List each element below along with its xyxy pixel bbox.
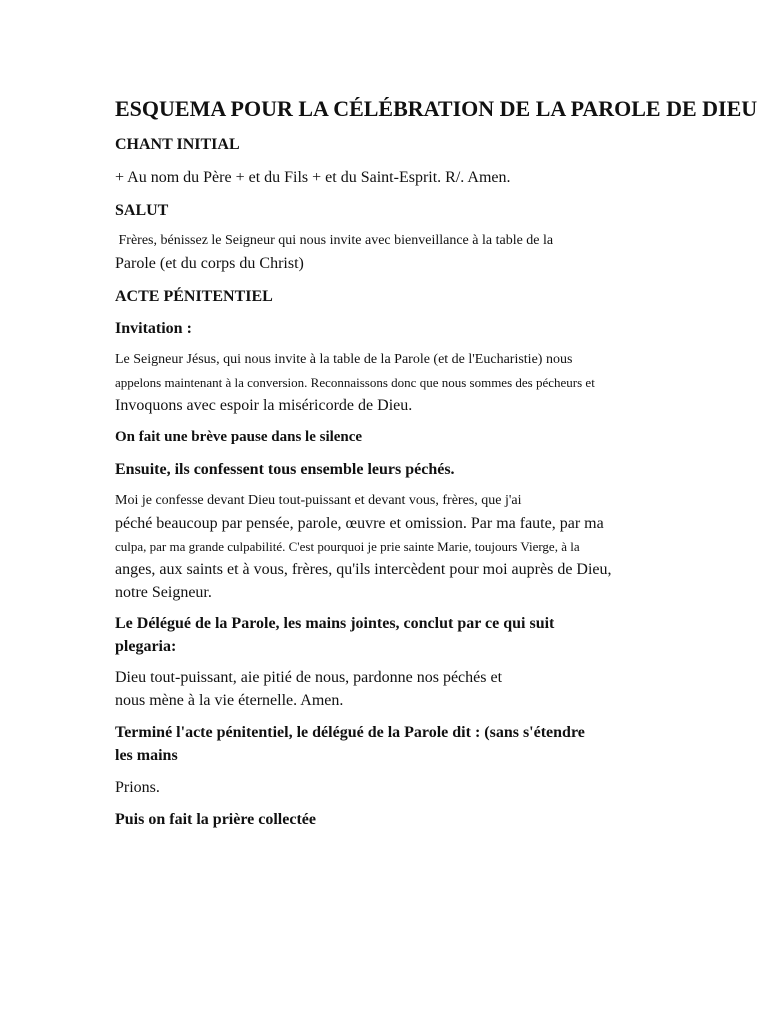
- invitation-line-1: Le Seigneur Jésus, qui nous invite à la table de la Parole (et de l'Eucharistie) nous: [115, 352, 573, 367]
- pause-heading: On fait une brève pause dans le silence: [115, 429, 363, 445]
- termine-text: Prions.: [115, 779, 160, 796]
- salut-line-2: Parole (et du corps du Christ): [115, 255, 304, 272]
- invitation-line-2: appelons maintenant à la conversion. Reconnaissons donc que nous sommes des pécheurs et: [115, 375, 595, 390]
- invitation-heading: Invitation :: [115, 320, 192, 337]
- chant-initial-text: + Au nom du Père + et du Fils + et du Saint-Esprit. R/. Amen.: [115, 169, 511, 186]
- termine-heading: Terminé l'acte pénitentiel, le délégué de la Parole dit : (sans s'étendre les mains: [115, 724, 585, 764]
- confession-line-1: Moi je confesse devant Dieu tout-puissant et devant vous, frères, que j'ai: [115, 493, 522, 508]
- confession-line-2: péché beaucoup par pensée, parole, œuvre et omission. Par ma faute, par ma: [115, 515, 604, 532]
- salut-heading: SALUT: [115, 202, 169, 219]
- invitation-paragraph: [115, 348, 675, 417]
- acte-penitentiel-heading: ACTE PÉNITENTIEL: [115, 288, 273, 305]
- confession-line-5: notre Seigneur.: [115, 584, 212, 601]
- confession-line-4: anges, aux saints et à vous, frères, qu'ils intercèdent pour moi auprès de Dieu,: [115, 561, 612, 578]
- document-title: ESQUEMA POUR LA CÉLÉBRATION DE LA PAROLE DE DIEU: [115, 96, 758, 121]
- collecte-heading: Puis on fait la prière collectée: [115, 811, 316, 828]
- delegue-prayer: Dieu tout-puissant, aie pitié de nous, pardonne nos péchés et nous mène à la vie éternelle. Amen.: [115, 669, 503, 709]
- invitation-line-3: Invoquons avec espoir la miséricorde de Dieu.: [115, 397, 413, 414]
- salut-line-1: Frères, bénissez le Seigneur qui nous invite avec bienveillance à la table de la: [115, 233, 554, 248]
- confession-line-3: culpa, par ma grande culpabilité. C'est pourquoi je prie sainte Marie, toujours Vierge, à la: [115, 539, 580, 554]
- confession-heading: Ensuite, ils confessent tous ensemble leurs péchés.: [115, 461, 455, 478]
- delegue-heading: Le Délégué de la Parole, les mains jointes, conclut par ce qui suit plegaria:: [115, 615, 555, 655]
- chant-initial-heading: CHANT INITIAL: [115, 136, 240, 153]
- confession-paragraph: [115, 489, 675, 604]
- salut-paragraph: [115, 229, 675, 275]
